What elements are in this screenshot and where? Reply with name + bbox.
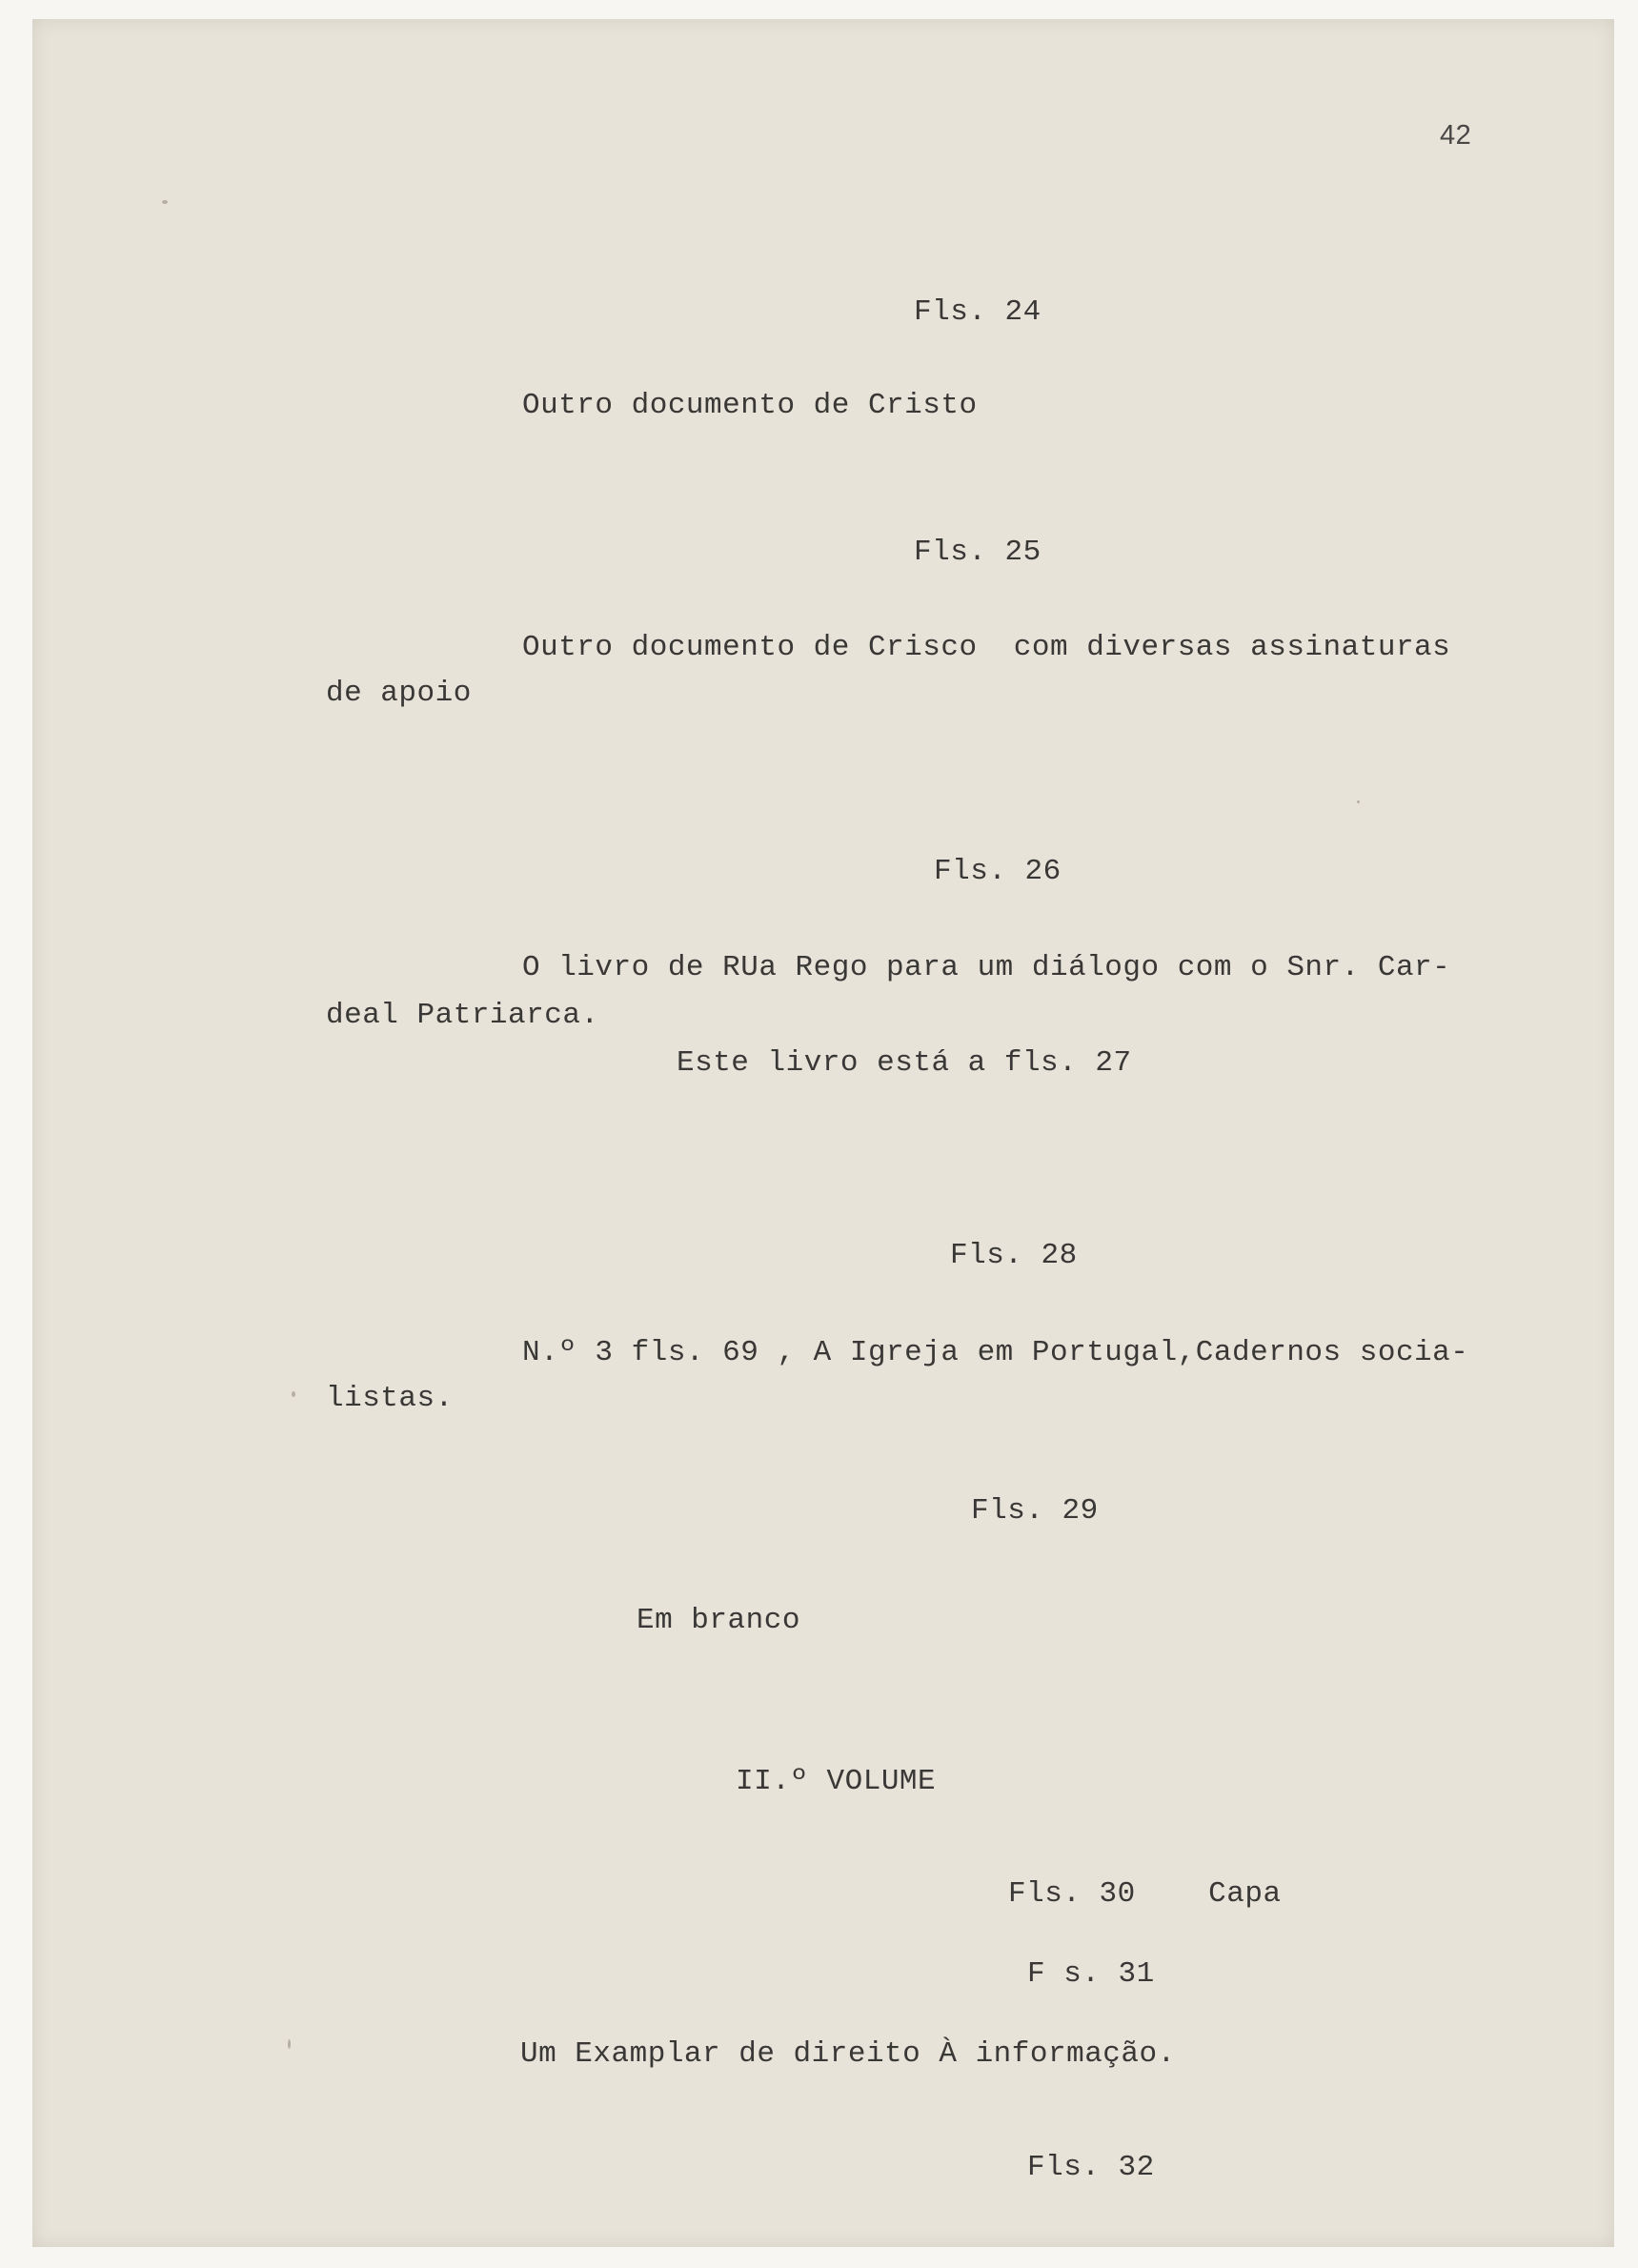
folio-heading-25: Fls. 25 xyxy=(914,536,1041,569)
paper-speck xyxy=(288,2039,291,2049)
paper-speck xyxy=(1357,800,1360,803)
folio-heading-26: Fls. 26 xyxy=(934,855,1062,888)
entry-text: Este livro está a fls. 27 xyxy=(677,1046,1132,1080)
entry-text: Um Examplar de direito À informação. xyxy=(520,2037,1176,2071)
folio-heading-32: Fls. 32 xyxy=(1027,2151,1155,2184)
page-number: 42 xyxy=(1440,120,1472,151)
entry-text: Em branco xyxy=(637,1604,800,1637)
typewritten-sheet xyxy=(32,19,1614,2247)
entry-text: N.º 3 fls. 69 , A Igreja em Portugal,Cadernos socia- xyxy=(522,1336,1469,1369)
folio-heading-28: Fls. 28 xyxy=(950,1239,1078,1272)
volume-heading: II.º VOLUME xyxy=(736,1765,937,1798)
entry-text: O livro de RUa Rego para um diálogo com o Snr. Car- xyxy=(522,951,1451,984)
folio-heading-29: Fls. 29 xyxy=(971,1494,1099,1528)
folio-heading-31: F s. 31 xyxy=(1027,1957,1155,1991)
entry-text: Outro documento de Cristo xyxy=(522,389,978,422)
folio-heading-30: Fls. 30 Capa xyxy=(1008,1877,1282,1911)
paper-speck xyxy=(292,1391,295,1397)
entry-text: listas. xyxy=(326,1382,454,1415)
folio-heading-24: Fls. 24 xyxy=(914,295,1041,329)
paper-speck xyxy=(162,200,168,204)
entry-text: deal Patriarca. xyxy=(326,999,599,1032)
entry-text: Outro documento de Crisco com diversas assinaturas xyxy=(522,631,1451,664)
entry-text: de apoio xyxy=(326,677,472,710)
